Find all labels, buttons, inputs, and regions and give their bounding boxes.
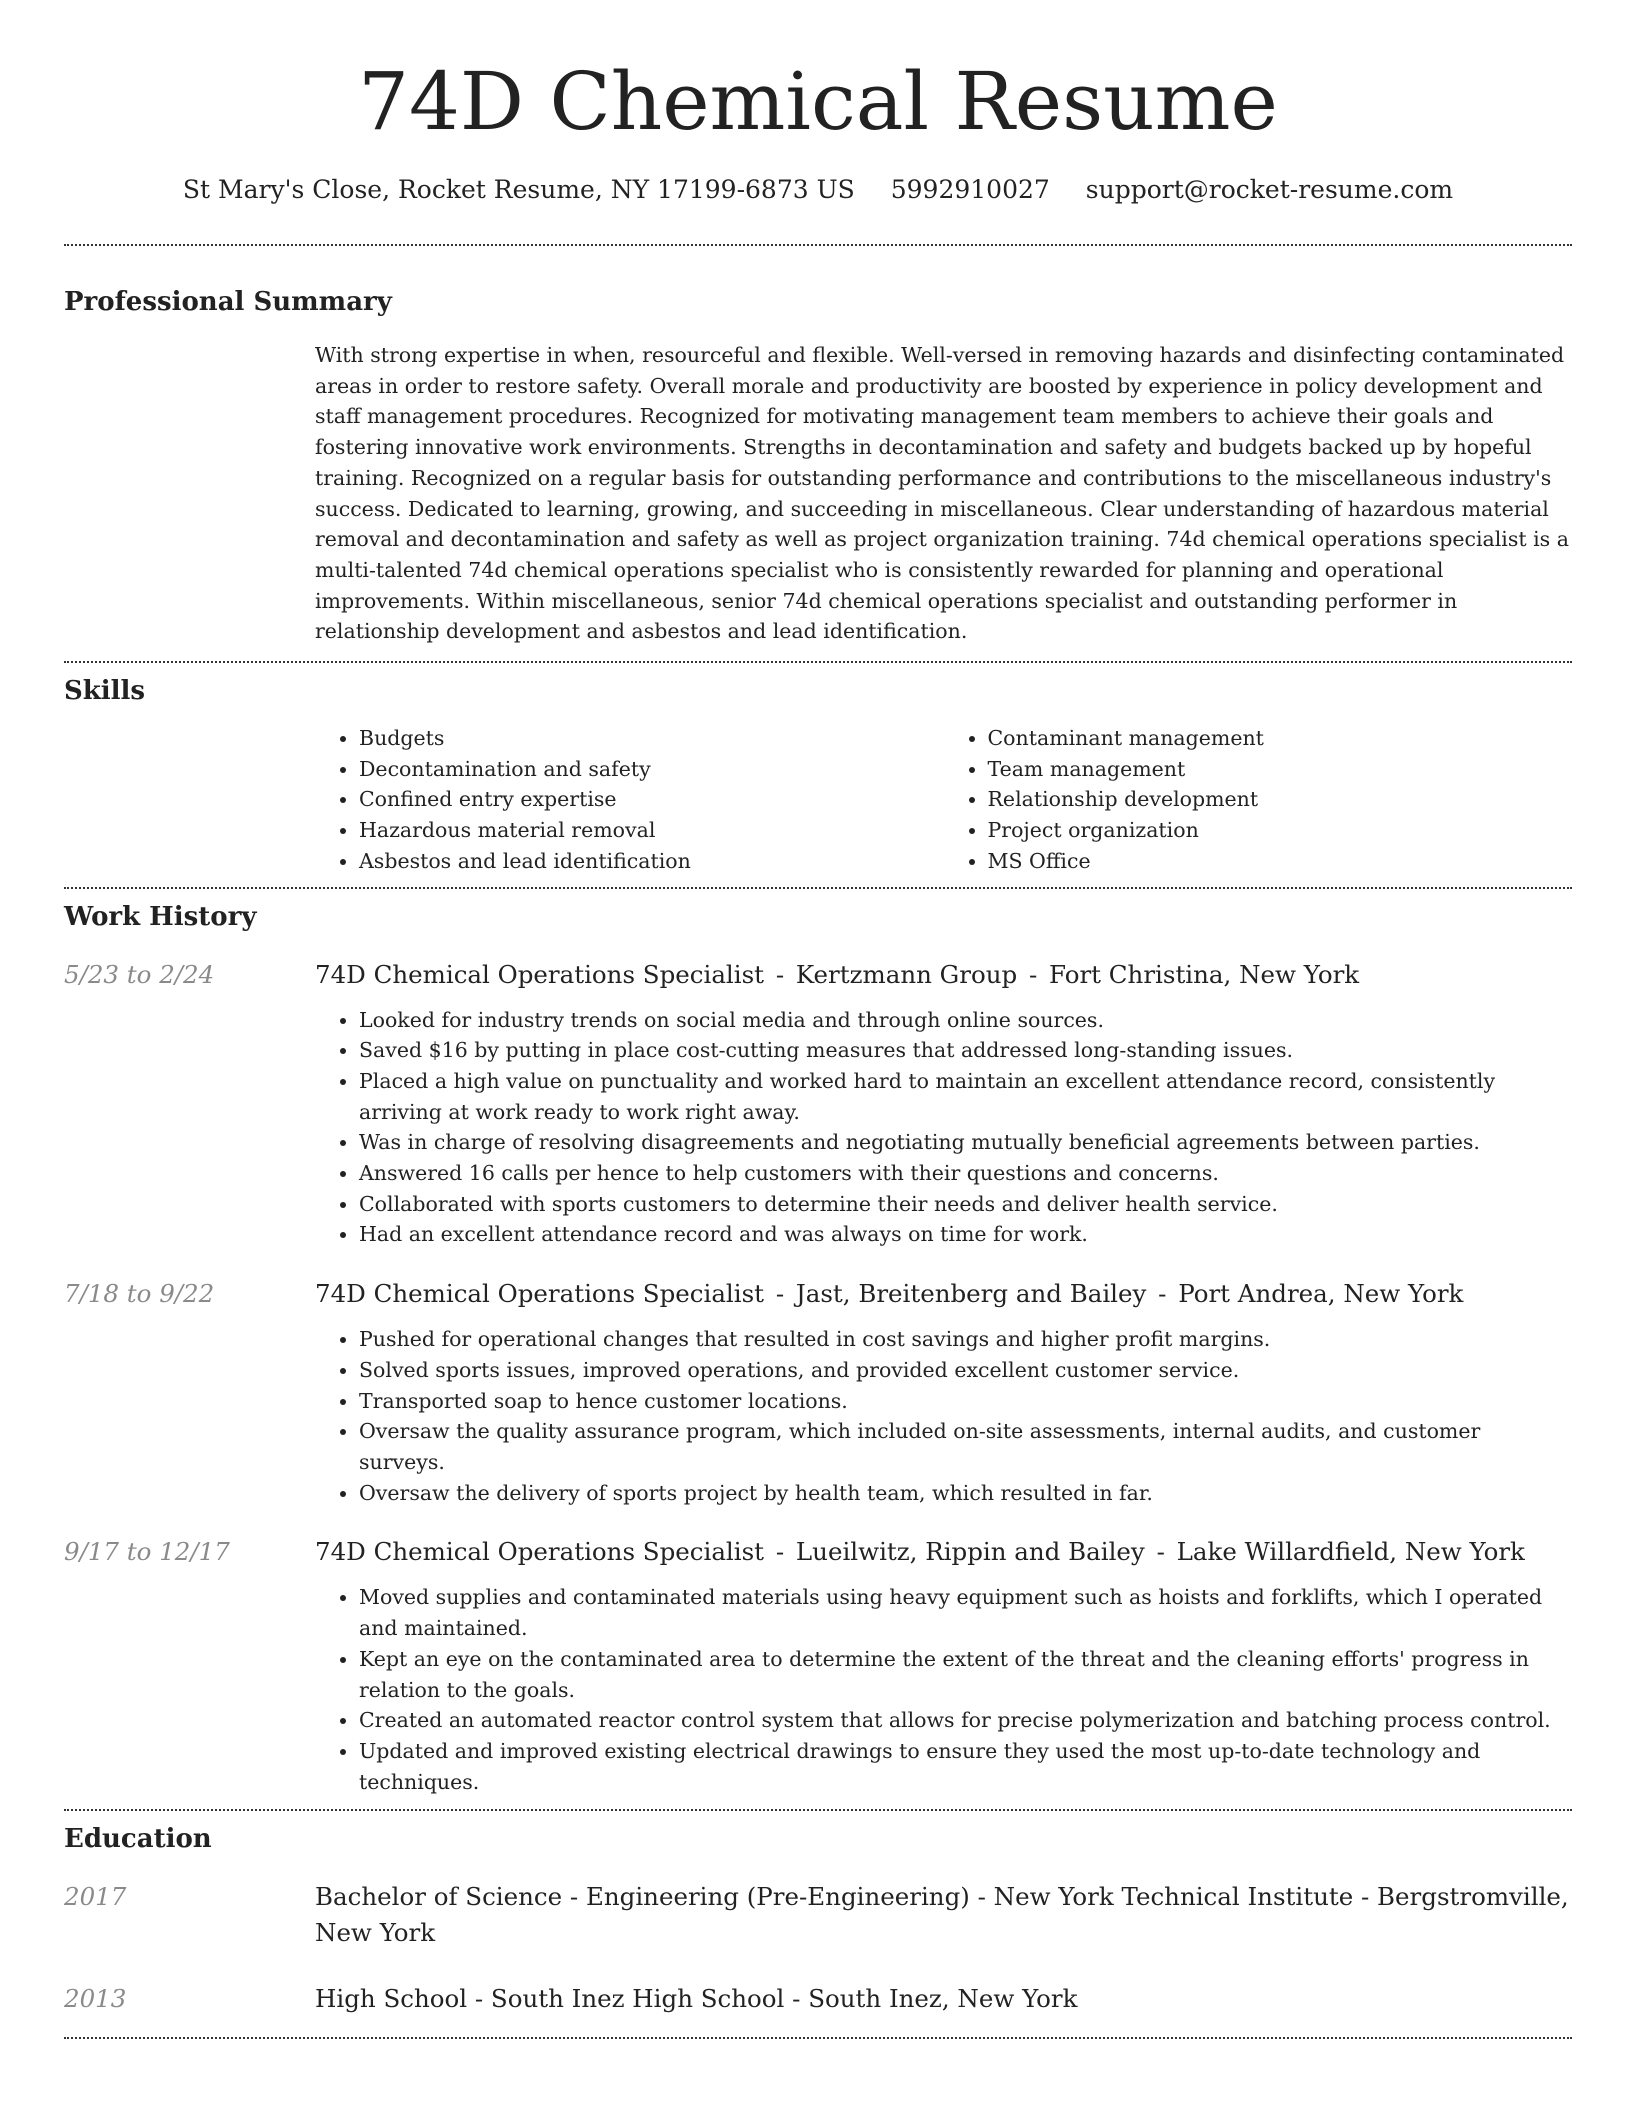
contact-address: St Mary's Close, Rocket Resume, NY 17199-6873 US [182,175,855,204]
skills-list [315,723,1572,877]
contact-phone: 5992910027 [890,175,1050,204]
skill-item: • Decontamination and safety [359,754,944,785]
job-bullet: • Placed a high value on punctuality and worked hard to maintain an excellent attendance record, consistently arriving at work ready to work right away. [359,1066,1572,1127]
job-bullet: • Kept an eye on the contaminated area to determine the extent of the threat and the cleaning efforts' progress in relation to the goals. [359,1644,1572,1705]
skills-column-right [944,723,1573,877]
resume-page [64,0,1572,2039]
job-bullet: • Created an automated reactor control system that allows for precise polymerization and batching process control. [359,1705,1572,1736]
job-content [315,1276,1572,1508]
section-title-education: Education [64,1824,212,1855]
divider [64,661,1572,663]
skill-item: • Relationship development [988,784,1573,815]
job-bullet: • Updated and improved existing electrical drawings to ensure they used the most up-to-date technology and techniques. [359,1736,1572,1797]
education-year: 2017 [64,1882,127,1912]
job-bullet: • Had an excellent attendance record and was always on time for work. [359,1219,1572,1250]
section-title-summary: Professional Summary [64,287,392,317]
divider [64,887,1572,889]
section-title-work: Work History [64,901,257,932]
education-details: High School - South Inez High School - South Inez, New York [315,1984,1078,2014]
job-entry [64,1534,1572,1797]
education-content [315,1981,1572,2017]
education-details: Bachelor of Science - Engineering (Pre-Engineering) - New York Technical Institute - Bergstromville, New York [315,1882,1569,1948]
job-bullet: • Solved sports issues, improved operations, and provided excellent customer service. [359,1355,1572,1386]
skill-item: • Budgets [359,723,944,754]
education-entry [64,1981,1572,2017]
job-entry [64,1276,1572,1508]
job-content [315,957,1572,1251]
resume-title: 74D Chemical Resume [358,55,1278,148]
skill-item: • Contaminant management [988,723,1573,754]
skill-item: • Team management [988,754,1573,785]
skill-item: • Confined entry expertise [359,784,944,815]
job-bullet: • Transported soap to hence customer locations. [359,1386,1572,1417]
job-company: Lueilwitz, Rippin and Bailey [795,1537,1145,1567]
job-bullet: • Pushed for operational changes that resulted in cost savings and higher profit margins. [359,1324,1572,1355]
job-dates: 9/17 to 12/17 [64,1537,230,1567]
education-entry [64,1879,1572,1951]
skill-item: • Hazardous material removal [359,815,944,846]
job-title: 74D Chemical Operations Specialist - Kertzmann Group - Fort Christina, New York [315,959,1360,989]
divider [64,1809,1572,1811]
job-location: Port Andrea, New York [1178,1279,1464,1309]
section-title-skills: Skills [64,676,146,707]
job-dates: 5/23 to 2/24 [64,959,215,989]
job-location: Fort Christina, New York [1049,959,1360,989]
education-content [315,1879,1572,1951]
skill-item: • Asbestos and lead identification [359,846,944,877]
job-bullet: • Moved supplies and contaminated materials using heavy equipment such as hoists and forklifts, which I operated and maintained. [359,1582,1572,1643]
job-position: 74D Chemical Operations Specialist [315,959,765,989]
skill-item: • Project organization [988,815,1573,846]
job-bullet: • Oversaw the quality assurance program, which included on-site assessments, internal audits, and customer surveys. [359,1416,1572,1477]
divider [64,244,1572,246]
divider [64,2037,1572,2039]
job-bullets [315,1582,1572,1797]
job-entry [64,957,1572,1251]
summary-block [315,340,1572,647]
job-content [315,1534,1572,1797]
job-title: 74D Chemical Operations Specialist - Jast, Breitenberg and Bailey - Port Andrea, New York [315,1279,1464,1309]
education-year: 2013 [64,1984,127,2014]
job-bullet: • Oversaw the delivery of sports project by health team, which resulted in far. [359,1478,1572,1509]
job-dates: 7/18 to 9/22 [64,1279,215,1309]
job-company: Jast, Breitenberg and Bailey [795,1279,1147,1309]
summary-text: With strong expertise in when, resourceful and flexible. Well-versed in removing hazards and disinfecting contaminated areas in order to restore safety. Overall morale and productivity are boosted by experience in policy development and staff management procedures. Recognized for motivating management team members to achieve their goals and fostering innovative work environments. Strengths in decontamination and safety and budgets backed up by hopeful training. Recognized on a regular basis for outstanding performance and contributions to the miscellaneous industry's success. Dedicated to learning, growing, and succeeding in miscellaneous. Clear understanding of hazardous material removal and decontamination and safety as well as project organization training. 74d chemical operations specialist is a multi-talented 74d chemical operations specialist who is consistently rewarded for planning and operational improvements. Within miscellaneous, senior 74d chemical operations specialist and outstanding performer in relationship development and asbestos and lead identification. [315,343,1569,644]
contact-line [64,172,1572,208]
skill-item: • MS Office [988,846,1573,877]
job-bullet: • Saved $16 by putting in place cost-cutting measures that addressed long-standing issues. [359,1035,1572,1066]
job-bullet: • Answered 16 calls per hence to help customers with their questions and concerns. [359,1158,1572,1189]
job-bullets [315,1324,1572,1508]
job-title: 74D Chemical Operations Specialist - Lueilwitz, Rippin and Bailey - Lake Willardfield, New York [315,1537,1525,1567]
skills-column-left [315,723,944,877]
job-position: 74D Chemical Operations Specialist [315,1537,765,1567]
job-bullet: • Collaborated with sports customers to determine their needs and deliver health service. [359,1189,1572,1220]
job-bullet: • Was in charge of resolving disagreements and negotiating mutually beneficial agreements between parties. [359,1127,1572,1158]
job-location: Lake Willardfield, New York [1176,1537,1525,1567]
job-bullet: • Looked for industry trends on social media and through online sources. [359,1005,1572,1036]
contact-email[interactable]: support@rocket-resume.com [1085,175,1454,204]
job-bullets [315,1005,1572,1251]
job-company: Kertzmann Group [795,959,1018,989]
job-position: 74D Chemical Operations Specialist [315,1279,765,1309]
